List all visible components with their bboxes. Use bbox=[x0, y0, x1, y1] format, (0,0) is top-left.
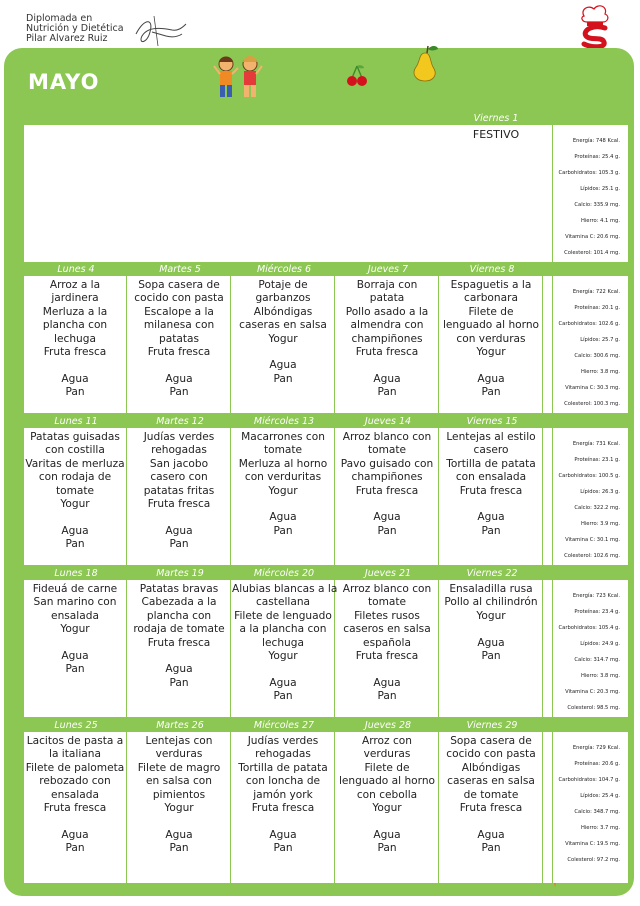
nutrition-line: Vitamina C: 20.6 mg. bbox=[565, 234, 620, 240]
menu-line: Agua bbox=[165, 828, 193, 841]
day-menu-cell bbox=[336, 580, 439, 717]
menu-line: Filete de bbox=[468, 305, 514, 318]
menu-line: Yogur bbox=[476, 346, 506, 359]
nutrition-panel bbox=[552, 125, 628, 262]
menu-line: jardinera bbox=[51, 292, 99, 305]
menu-line: Ensaladilla rusa bbox=[449, 583, 533, 595]
menu-line: Lentejas con bbox=[145, 735, 213, 747]
menu-line bbox=[440, 498, 542, 511]
menu-line bbox=[336, 663, 438, 676]
menu-line: Pan bbox=[377, 386, 397, 399]
day-label: Jueves 7 bbox=[367, 264, 409, 275]
week-3 bbox=[24, 415, 628, 565]
menu-line: Fruta fresca bbox=[147, 636, 211, 649]
nutrition-line: Energía: 722 Kcal. bbox=[572, 289, 620, 295]
menu-line: Fruta fresca bbox=[459, 802, 523, 815]
menu-line: con loncha de bbox=[245, 775, 321, 788]
chef-hat-icon bbox=[572, 4, 618, 48]
menu-line: Tortilla de patata bbox=[238, 761, 328, 774]
menu-line: Agua bbox=[269, 511, 297, 524]
menu-line: Pan bbox=[273, 524, 293, 537]
nutrition-line: Hierro: 4.1 mg. bbox=[580, 218, 620, 224]
day-menu-cell bbox=[440, 276, 543, 413]
menu-line: Pan bbox=[65, 386, 85, 399]
menu-line: con ensalada bbox=[455, 471, 527, 484]
week-body bbox=[24, 276, 628, 413]
menu-line bbox=[232, 498, 334, 511]
nutrition-line: Calcio: 314.7 mg. bbox=[574, 657, 620, 663]
nutrition-line: Hierro: 3.8 mg. bbox=[580, 673, 620, 679]
menu-line: Sopa casera de bbox=[450, 735, 532, 747]
menu-line: Fruta fresca bbox=[147, 346, 211, 359]
week-body bbox=[24, 732, 628, 883]
day-label: Martes 19 bbox=[156, 568, 204, 579]
menu-line: lenguado al horno bbox=[338, 775, 436, 788]
menu-line bbox=[128, 650, 230, 663]
day-label: Lunes 25 bbox=[54, 720, 98, 731]
menu-line: con costilla bbox=[45, 444, 105, 457]
week-4 bbox=[24, 567, 628, 717]
menu-line: Pan bbox=[273, 372, 293, 385]
nutrition-line: Energía: 748 Kcal. bbox=[572, 138, 620, 144]
menu-line: cocido con pasta bbox=[446, 748, 536, 761]
menu-line: Pan bbox=[169, 386, 189, 399]
menu-line: Agua bbox=[165, 524, 193, 537]
festivo-label: FESTIVO bbox=[472, 128, 520, 141]
nutrition-line: Colesterol: 98.5 mg. bbox=[567, 705, 620, 711]
menu-line: Cabezada a la bbox=[141, 596, 217, 609]
menu-line: Filete de magro bbox=[137, 761, 221, 774]
menu-line: Macarrones con bbox=[241, 431, 325, 443]
day-label: Viernes 15 bbox=[466, 416, 518, 427]
nutrition-line: Lípidos: 25.7 g. bbox=[580, 337, 620, 343]
menu-line: Agua bbox=[373, 511, 401, 524]
menu-line: lechuga bbox=[54, 332, 96, 345]
menu-line: patata bbox=[369, 292, 405, 305]
menu-line: Pavo guisado con bbox=[340, 457, 434, 470]
nutrition-line: Hierro: 3.8 mg. bbox=[580, 369, 620, 375]
menu-line: Arroz blanco con bbox=[342, 583, 432, 595]
menu-line: Agua bbox=[373, 676, 401, 689]
menu-line: Arroz blanco con bbox=[342, 431, 432, 443]
week-header bbox=[24, 719, 628, 732]
menu-line: Borraja con bbox=[356, 279, 418, 291]
nutrition-line: Carbohidratos: 102.6 g. bbox=[558, 321, 620, 327]
menu-line: Patatas bravas bbox=[139, 583, 219, 595]
menu-line: patatas fritas bbox=[143, 484, 215, 497]
day-label: Lunes 11 bbox=[54, 416, 98, 427]
day-label: Jueves 21 bbox=[364, 568, 412, 579]
menu-line: Potaje de bbox=[258, 279, 308, 291]
menu-line bbox=[24, 359, 126, 372]
nutrition-line: Vitamina C: 30.3 mg. bbox=[565, 385, 620, 391]
menu-line: carbonara bbox=[464, 292, 518, 305]
menu-line bbox=[128, 511, 230, 524]
menu-line: ensalada bbox=[51, 788, 99, 801]
day-label: Martes 12 bbox=[156, 416, 204, 427]
menu-line bbox=[336, 359, 438, 372]
menu-line: Fruta fresca bbox=[355, 650, 419, 663]
menu-line: Pan bbox=[377, 524, 397, 537]
menu-line: Judías verdes bbox=[247, 735, 319, 747]
nutrition-line: Proteínas: 23.4 g. bbox=[574, 609, 620, 615]
menu-line: Judías verdes bbox=[143, 431, 215, 443]
menu-line: Yogur bbox=[372, 802, 402, 815]
day-menu-cell bbox=[128, 580, 231, 717]
day-menu-cell bbox=[336, 276, 439, 413]
menu-line: champiñones bbox=[351, 332, 423, 345]
day-menu-cell bbox=[24, 276, 127, 413]
nutrition-line: Colesterol: 100.3 mg. bbox=[564, 401, 620, 407]
menu-line: tomate bbox=[367, 596, 407, 609]
day-label: Lunes 4 bbox=[57, 264, 95, 275]
menu-line: a la plancha con bbox=[239, 623, 327, 636]
nutrition-panel bbox=[552, 428, 628, 565]
day-label: Viernes 29 bbox=[466, 720, 518, 731]
menu-line: Fruta fresca bbox=[251, 802, 315, 815]
menu-line: rebozado con bbox=[39, 775, 111, 788]
menu-line: Pan bbox=[481, 524, 501, 537]
menu-line: Agua bbox=[269, 359, 297, 372]
menu-line: Pan bbox=[481, 386, 501, 399]
menu-line: Pan bbox=[169, 538, 189, 551]
menu-line bbox=[440, 623, 542, 636]
menu-line: Fruta fresca bbox=[355, 484, 419, 497]
day-menu-cell bbox=[232, 732, 335, 883]
menu-line: Fruta fresca bbox=[43, 346, 107, 359]
pear-icon bbox=[410, 44, 440, 82]
nutrition-line: Energía: 729 Kcal. bbox=[572, 745, 620, 751]
nutrition-line: Lípidos: 25.4 g. bbox=[580, 793, 620, 799]
day-menu-cell bbox=[128, 732, 231, 883]
menu-line: Varitas de merluza bbox=[25, 457, 125, 470]
menu-line: cocido con pasta bbox=[134, 292, 224, 305]
menu-line: verduras bbox=[155, 748, 203, 761]
nutrition-line: Vitamina C: 20.3 mg. bbox=[565, 689, 620, 695]
menu-line: Yogur bbox=[60, 498, 90, 511]
menu-line: Filete de lenguado bbox=[234, 609, 332, 622]
nutrition-line: Calcio: 348.7 mg. bbox=[574, 809, 620, 815]
week-1-header bbox=[24, 112, 628, 125]
menu-line: Pollo al chilindrón bbox=[444, 596, 538, 609]
signature-icon bbox=[132, 14, 190, 48]
menu-line bbox=[440, 359, 542, 372]
menu-line: Pan bbox=[169, 842, 189, 855]
day-menu-cell bbox=[232, 580, 338, 717]
menu-line: Lentejas al estilo bbox=[446, 431, 536, 443]
nutrition-line: Hierro: 3.9 mg. bbox=[580, 521, 620, 527]
menu-line bbox=[232, 663, 334, 676]
menu-line: Pan bbox=[481, 842, 501, 855]
menu-line: Arroz a la bbox=[49, 279, 101, 291]
nutrition-line: Colesterol: 97.2 mg. bbox=[567, 857, 620, 863]
nutrition-line: Carbohidratos: 105.3 g. bbox=[558, 170, 620, 176]
cherries-icon bbox=[346, 64, 368, 88]
menu-line bbox=[336, 815, 438, 828]
day-menu-cell bbox=[336, 732, 439, 883]
menu-line bbox=[336, 498, 438, 511]
menu-line: Agua bbox=[165, 372, 193, 385]
menu-line: Agua bbox=[269, 828, 297, 841]
author-line-2: Nutrición y Dietética bbox=[26, 23, 124, 34]
menu-line: Pan bbox=[169, 676, 189, 689]
menu-line bbox=[24, 815, 126, 828]
day-label: Miércoles 13 bbox=[253, 416, 315, 427]
menu-line: Agua bbox=[61, 650, 89, 663]
day-label: Viernes 8 bbox=[469, 264, 515, 275]
menu-line: casero bbox=[473, 444, 509, 457]
kids-illustration-icon bbox=[212, 52, 264, 100]
nutrition-line: Vitamina C: 19.5 mg. bbox=[565, 841, 620, 847]
menu-line: Pan bbox=[273, 842, 293, 855]
menu-line: Pan bbox=[65, 842, 85, 855]
nutrition-line: Vitamina C: 30.1 mg. bbox=[565, 537, 620, 543]
menu-line: patatas bbox=[158, 332, 200, 345]
day-menu-cell bbox=[128, 428, 231, 565]
day-menu-cell bbox=[24, 580, 127, 717]
day-menu-cell bbox=[440, 580, 543, 717]
menu-line: verduras bbox=[363, 748, 411, 761]
nutrition-line: Lípidos: 24.9 g. bbox=[580, 641, 620, 647]
menu-line: Merluza a la bbox=[42, 305, 108, 318]
week-5 bbox=[24, 719, 628, 883]
nutrition-line: Colesterol: 101.4 mg. bbox=[564, 250, 620, 256]
menu-line: lechuga bbox=[262, 636, 304, 649]
menu-line: tomate bbox=[367, 444, 407, 457]
menu-line: Yogur bbox=[164, 802, 194, 815]
day-label: Jueves 14 bbox=[364, 416, 412, 427]
menu-line: Yogur bbox=[268, 484, 298, 497]
menu-line: en salsa con bbox=[146, 775, 212, 788]
nutrition-line: Proteínas: 20.1 g. bbox=[574, 305, 620, 311]
menu-line: Agua bbox=[477, 372, 505, 385]
author-line-3: Pilar Alvarez Ruiz bbox=[26, 33, 108, 44]
week-1-body bbox=[24, 125, 628, 262]
menu-line: con rodaja de bbox=[38, 471, 112, 484]
nutrition-panel bbox=[552, 732, 628, 883]
day-menu-cell bbox=[24, 428, 127, 565]
menu-line: Pan bbox=[273, 690, 293, 703]
menu-line: caseras en salsa bbox=[447, 775, 535, 788]
menu-line: caseras en salsa bbox=[239, 319, 327, 332]
menu-line: de tomate bbox=[463, 788, 519, 801]
menu-line: Agua bbox=[61, 524, 89, 537]
menu-line: Espaguetis a la bbox=[450, 279, 532, 291]
day-label: Viernes 22 bbox=[466, 568, 518, 579]
menu-line: Yogur bbox=[60, 623, 90, 636]
menu-line: Agua bbox=[269, 676, 297, 689]
menu-line: San marino con bbox=[33, 596, 117, 609]
menu-line: Albóndigas bbox=[253, 305, 313, 318]
menu-line: castellana bbox=[255, 596, 311, 609]
menu-line: Yogur bbox=[268, 650, 298, 663]
menu-line bbox=[232, 346, 334, 359]
menu-line: ensalada bbox=[51, 609, 99, 622]
day-label: Viernes 1 bbox=[473, 113, 519, 124]
menu-line: la italiana bbox=[49, 748, 101, 761]
menu-line: Escalope a la bbox=[144, 305, 214, 318]
menu-line: Pollo asado a la bbox=[345, 305, 429, 318]
day-label: Miércoles 6 bbox=[256, 264, 312, 275]
nutrition-line: Hierro: 3.7 mg. bbox=[580, 825, 620, 831]
menu-line: rehogadas bbox=[151, 444, 207, 457]
day-menu-cell bbox=[232, 276, 335, 413]
menu-line: Pan bbox=[65, 538, 85, 551]
menu-line: Lacitos de pasta a bbox=[26, 735, 124, 747]
menu-line: casero con bbox=[150, 471, 208, 484]
menu-line: pimientos bbox=[152, 788, 206, 801]
menu-line: Tortilla de patata bbox=[446, 457, 536, 470]
day-label: Lunes 18 bbox=[54, 568, 98, 579]
menu-line bbox=[232, 815, 334, 828]
menu-line: Pan bbox=[377, 842, 397, 855]
day-label: Jueves 28 bbox=[364, 720, 412, 731]
menu-line: Agua bbox=[61, 828, 89, 841]
day-menu-cell bbox=[128, 276, 231, 413]
nutrition-line: Lípidos: 25.1 g. bbox=[580, 186, 620, 192]
menu-line: Pan bbox=[481, 650, 501, 663]
menu-line: Filetes rusos bbox=[354, 609, 420, 622]
menu-line: Agua bbox=[373, 372, 401, 385]
nutrition-line: Proteínas: 23.1 g. bbox=[574, 457, 620, 463]
menu-line bbox=[440, 815, 542, 828]
menu-line: Merluza al horno bbox=[238, 457, 328, 470]
menu-line bbox=[24, 637, 126, 650]
menu-line: Agua bbox=[477, 636, 505, 649]
menu-line: plancha con bbox=[146, 609, 212, 622]
menu-line: Sopa casera de bbox=[138, 279, 220, 291]
day-menu-cell bbox=[336, 428, 439, 565]
week-body bbox=[24, 580, 628, 717]
nutrition-panel bbox=[552, 580, 628, 717]
nutrition-line: Carbohidratos: 105.4 g. bbox=[558, 625, 620, 631]
menu-line: Filete de palometa bbox=[25, 761, 125, 774]
nutrition-line: Calcio: 335.9 mg. bbox=[574, 202, 620, 208]
menu-line: Agua bbox=[165, 663, 193, 676]
week-header bbox=[24, 415, 628, 428]
nutrition-line: Proteínas: 20.6 g. bbox=[574, 761, 620, 767]
nutrition-line: Carbohidratos: 100.5 g. bbox=[558, 473, 620, 479]
day-label: Martes 26 bbox=[156, 720, 204, 731]
menu-line: española bbox=[363, 636, 411, 649]
menu-line: Yogur bbox=[476, 609, 506, 622]
menu-line: San jacobo bbox=[149, 457, 209, 470]
menu-line: tomate bbox=[55, 484, 95, 497]
menu-line: caseros en salsa bbox=[343, 623, 431, 636]
menu-line: plancha con bbox=[42, 319, 108, 332]
menu-line: Pan bbox=[377, 690, 397, 703]
menu-line: Albóndigas bbox=[461, 761, 521, 774]
menu-line: tomate bbox=[263, 444, 303, 457]
nutrition-line: Energía: 731 Kcal. bbox=[572, 441, 620, 447]
menu-line: Fruta fresca bbox=[43, 802, 107, 815]
menu-line: Filete de bbox=[364, 761, 410, 774]
menu-line: Yogur bbox=[268, 332, 298, 345]
day-menu-cell bbox=[232, 428, 335, 565]
menu-line: Agua bbox=[373, 828, 401, 841]
menu-line: Arroz con bbox=[362, 735, 412, 747]
menu-line: champiñones bbox=[351, 471, 423, 484]
menu-line: jamón york bbox=[253, 788, 313, 801]
menu-line: Agua bbox=[477, 828, 505, 841]
author-line-1: Diplomada en bbox=[26, 13, 93, 24]
menu-line bbox=[128, 359, 230, 372]
menu-line: almendra con bbox=[350, 319, 424, 332]
nutrition-line: Carbohidratos: 104.7 g. bbox=[558, 777, 620, 783]
menu-line: garbanzos bbox=[255, 292, 311, 305]
nutrition-line: Colesterol: 102.6 mg. bbox=[564, 553, 620, 559]
day-label: Miércoles 20 bbox=[253, 568, 315, 579]
menu-line: Fruta fresca bbox=[355, 346, 419, 359]
day-menu-cell bbox=[24, 732, 127, 883]
day-label: Miércoles 27 bbox=[253, 720, 315, 731]
menu-line: rodaja de tomate bbox=[133, 623, 225, 636]
menu-line: Agua bbox=[477, 511, 505, 524]
menu-line: Fruta fresca bbox=[459, 484, 523, 497]
nutrition-line: Energía: 723 Kcal. bbox=[572, 593, 620, 599]
menu-line: con cebolla bbox=[356, 788, 418, 801]
menu-line: Agua bbox=[61, 372, 89, 385]
week-header bbox=[24, 567, 628, 580]
nutrition-panel bbox=[552, 276, 628, 413]
menu-line: rehogadas bbox=[255, 748, 311, 761]
nutrition-line: Lípidos: 26.3 g. bbox=[580, 489, 620, 495]
week-body bbox=[24, 428, 628, 565]
nutrition-line: Calcio: 322.2 mg. bbox=[574, 505, 620, 511]
nutrition-line: Proteínas: 25.4 g. bbox=[574, 154, 620, 160]
week-2 bbox=[24, 263, 628, 413]
menu-line bbox=[128, 815, 230, 828]
day-menu-cell bbox=[440, 732, 543, 883]
day-menu-cell bbox=[440, 428, 543, 565]
month-title: MAYO bbox=[28, 70, 100, 94]
menu-line: lenguado al horno bbox=[442, 319, 540, 332]
week-1 bbox=[24, 112, 628, 262]
menu-line: Fideuá de carne bbox=[32, 583, 118, 595]
author-block bbox=[26, 14, 124, 44]
menu-line: Pan bbox=[65, 663, 85, 676]
menu-line: Patatas guisadas bbox=[30, 431, 120, 443]
nutrition-line: Calcio: 300.6 mg. bbox=[574, 353, 620, 359]
menu-line: milanesa con bbox=[143, 319, 215, 332]
week-header bbox=[24, 263, 628, 276]
menu-line bbox=[24, 511, 126, 524]
menu-line: con verduras bbox=[456, 332, 526, 345]
menu-line: Fruta fresca bbox=[147, 498, 211, 511]
menu-line: con verduritas bbox=[244, 471, 322, 484]
day-label: Martes 5 bbox=[159, 264, 201, 275]
menu-line: Alubias blancas a la bbox=[232, 583, 338, 595]
